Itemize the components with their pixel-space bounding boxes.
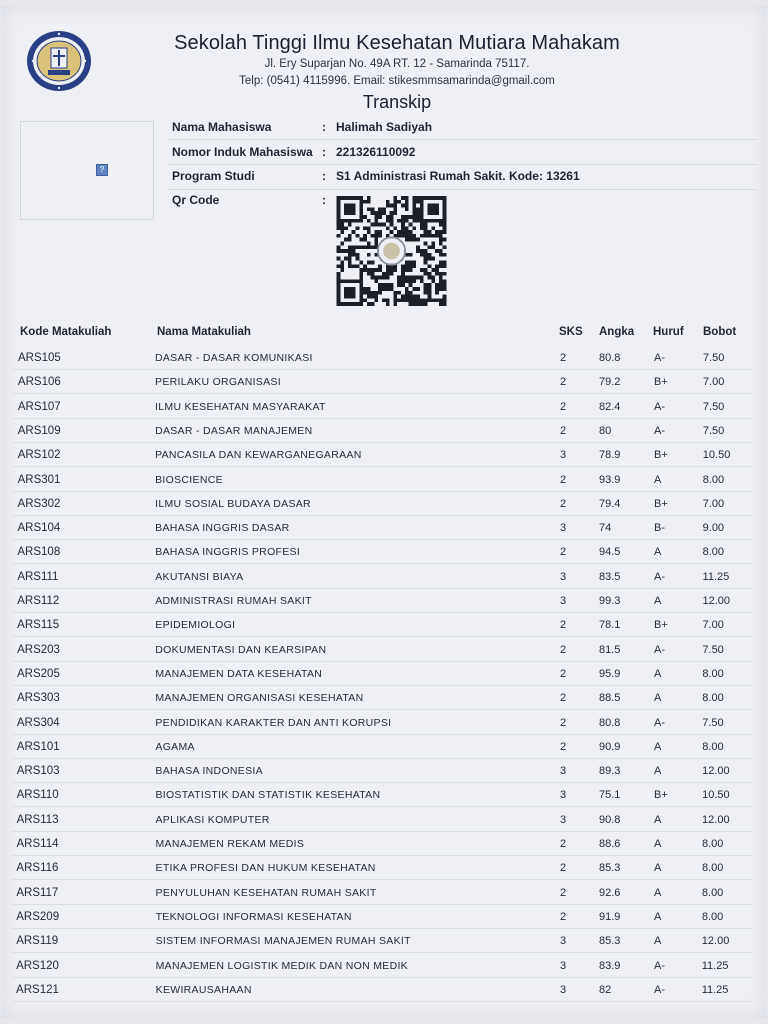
table-row xyxy=(2,686,768,710)
course-grade: A- xyxy=(654,983,665,996)
course-name: KEWIRAUSAHAAN xyxy=(155,983,252,996)
course-score: 88.6 xyxy=(599,838,621,850)
course-code: ARS119 xyxy=(16,935,59,948)
course-score: 83.9 xyxy=(599,959,621,972)
course-grade: A xyxy=(654,910,662,923)
course-score: 78.9 xyxy=(599,449,621,462)
course-sks: 2 xyxy=(560,838,567,850)
course-grade: A- xyxy=(654,570,665,583)
school-contact: Telp: (0541) 4115996. Email: stikesmmsamarinda@gmail.com xyxy=(239,75,555,87)
course-code: ARS115 xyxy=(17,619,60,632)
course-grade: A xyxy=(654,546,662,559)
course-code: ARS107 xyxy=(17,400,61,413)
colon: : xyxy=(322,169,326,183)
course-code: ARS103 xyxy=(16,765,60,778)
course-code: ARS110 xyxy=(16,789,59,802)
table-row xyxy=(2,759,768,783)
table-row xyxy=(2,783,768,807)
course-name: BAHASA INDONESIA xyxy=(155,765,263,778)
table-row xyxy=(2,856,768,880)
table-row xyxy=(2,881,768,905)
table-row xyxy=(2,346,768,370)
course-code: ARS104 xyxy=(17,522,61,535)
course-grade: A xyxy=(654,935,662,948)
divider xyxy=(167,164,757,165)
table-row xyxy=(2,589,768,613)
course-sks: 3 xyxy=(560,570,567,583)
student-name-row xyxy=(172,120,432,134)
table-row xyxy=(2,808,768,832)
course-weight: 8.00 xyxy=(702,546,725,559)
course-weight: 7.00 xyxy=(702,376,725,389)
course-code: ARS209 xyxy=(16,910,60,923)
course-code: ARS112 xyxy=(17,595,60,607)
course-sks: 2 xyxy=(560,740,567,753)
course-grade: A- xyxy=(654,352,665,364)
course-name: BAHASA INGGRIS PROFESI xyxy=(155,546,301,559)
course-code: ARS108 xyxy=(17,546,61,559)
course-name: DASAR - DASAR MANAJEMEN xyxy=(155,424,313,437)
course-score: 89.3 xyxy=(599,765,621,778)
table-row xyxy=(2,516,768,540)
course-code: ARS301 xyxy=(17,473,61,486)
nim-value: 221326110092 xyxy=(336,145,416,159)
course-weight: 11.25 xyxy=(702,570,730,583)
course-score: 82.4 xyxy=(599,400,621,413)
course-code: ARS111 xyxy=(17,570,59,583)
course-sks: 2 xyxy=(560,643,567,656)
course-weight: 8.00 xyxy=(701,910,724,923)
table-row xyxy=(2,468,768,492)
table-row xyxy=(2,711,768,735)
course-grade: A- xyxy=(654,643,665,656)
qr-label: Qr Code xyxy=(172,193,220,207)
course-name: ETIKA PROFESI DAN HUKUM KESEHATAN xyxy=(155,862,376,875)
course-grade: A xyxy=(654,862,662,875)
course-code: ARS304 xyxy=(16,716,60,729)
course-grade: A- xyxy=(654,959,665,972)
course-grade: B+ xyxy=(654,789,668,802)
table-row xyxy=(2,662,768,686)
course-name: SISTEM INFORMASI MANAJEMEN RUMAH SAKIT xyxy=(155,935,411,948)
qr-code xyxy=(335,196,448,306)
course-score: 80.8 xyxy=(599,716,621,729)
course-grade: A xyxy=(654,765,662,778)
course-score: 80 xyxy=(599,424,612,437)
course-weight: 8.00 xyxy=(702,740,724,753)
course-code: ARS105 xyxy=(18,352,61,364)
course-sks: 2 xyxy=(560,886,567,899)
course-sks: 3 xyxy=(560,522,567,535)
course-sks: 3 xyxy=(560,789,567,802)
course-grade: B+ xyxy=(654,449,668,462)
course-grade: A xyxy=(654,595,662,607)
course-name: TEKNOLOGI INFORMASI KESEHATAN xyxy=(155,910,352,923)
course-sks: 3 xyxy=(560,449,567,462)
course-name: MANAJEMEN LOGISTIK MEDIK DAN NON MEDIK xyxy=(155,959,408,972)
program-label: Program Studi xyxy=(172,169,255,183)
course-sks: 3 xyxy=(560,959,567,972)
course-code: ARS101 xyxy=(16,740,60,753)
course-sks: 2 xyxy=(560,473,567,486)
course-sks: 3 xyxy=(560,983,567,996)
name-label: Nama Mahasiswa xyxy=(172,120,272,134)
course-weight: 12.00 xyxy=(702,813,730,826)
course-sks: 2 xyxy=(560,400,567,413)
col-header-angka: Angka xyxy=(599,326,635,338)
course-code: ARS109 xyxy=(17,424,61,437)
course-weight: 12.00 xyxy=(701,935,730,948)
grades-table-header xyxy=(2,326,768,348)
course-sks: 2 xyxy=(560,352,567,364)
broken-image-icon: ? xyxy=(96,164,108,176)
course-name: APLIKASI KOMPUTER xyxy=(155,813,270,826)
course-weight: 9.00 xyxy=(702,522,725,535)
course-name: AKUTANSI BIAYA xyxy=(155,570,244,583)
table-row xyxy=(2,929,768,953)
table-row xyxy=(2,613,768,637)
course-weight: 7.50 xyxy=(703,352,725,364)
col-header-huruf: Huruf xyxy=(653,326,684,338)
course-sks: 2 xyxy=(560,376,567,389)
course-score: 79.4 xyxy=(599,497,621,510)
course-score: 85.3 xyxy=(599,935,621,948)
course-weight: 8.00 xyxy=(702,692,724,705)
table-row xyxy=(2,395,768,419)
course-sks: 3 xyxy=(560,595,567,607)
course-name: MANAJEMEN DATA KESEHATAN xyxy=(155,667,323,680)
row-divider xyxy=(12,1001,752,1002)
course-code: ARS116 xyxy=(16,862,59,875)
course-grade: A xyxy=(654,838,662,850)
col-header-bobot: Bobot xyxy=(703,326,737,338)
course-weight: 8.00 xyxy=(701,862,724,875)
name-value: Halimah Sadiyah xyxy=(336,120,433,134)
colon: : xyxy=(322,120,326,134)
course-grade: B+ xyxy=(654,376,668,389)
table-row xyxy=(2,492,768,516)
transcript-page xyxy=(2,6,766,1018)
course-score: 88.5 xyxy=(599,692,621,705)
course-name: EPIDEMIOLOGI xyxy=(155,619,236,632)
colon: : xyxy=(322,145,326,159)
table-row xyxy=(2,443,768,467)
document-title: Transkip xyxy=(362,92,432,112)
course-sks: 3 xyxy=(560,765,567,778)
course-weight: 7.00 xyxy=(702,497,725,510)
course-sks: 3 xyxy=(560,813,567,826)
letterhead xyxy=(122,32,672,89)
course-name: PERILAKU ORGANISASI xyxy=(155,376,281,389)
course-weight: 10.50 xyxy=(702,789,730,802)
course-name: ILMU KESEHATAN MASYARAKAT xyxy=(155,400,326,413)
course-name: BAHASA INGGRIS DASAR xyxy=(155,522,290,535)
course-sks: 2 xyxy=(560,862,567,875)
course-grade: A- xyxy=(654,400,665,413)
course-code: ARS302 xyxy=(17,497,61,510)
col-header-kode: Kode Matakuliah xyxy=(20,326,112,338)
course-score: 90.8 xyxy=(599,813,621,826)
course-score: 74 xyxy=(599,522,612,535)
course-sks: 2 xyxy=(560,692,567,705)
course-score: 80.8 xyxy=(599,352,621,364)
course-weight: 8.00 xyxy=(702,473,725,486)
table-row xyxy=(2,419,768,443)
course-weight: 12.00 xyxy=(702,765,730,778)
student-nim-row xyxy=(172,145,415,159)
course-grade: A- xyxy=(654,424,665,437)
course-score: 95.9 xyxy=(599,667,621,680)
table-row xyxy=(2,905,768,929)
course-score: 81.5 xyxy=(599,643,621,656)
course-name: PANCASILA DAN KEWARGANEGARAAN xyxy=(155,449,362,462)
course-name: BIOSCIENCE xyxy=(155,473,223,486)
course-grade: A xyxy=(654,473,662,486)
course-grade: A xyxy=(654,740,662,753)
course-code: ARS205 xyxy=(17,667,60,680)
course-code: ARS102 xyxy=(17,449,61,462)
course-name: AGAMA xyxy=(155,740,195,753)
program-value: S1 Administrasi Rumah Sakit. Kode: 13261 xyxy=(336,169,580,183)
course-grade: B+ xyxy=(654,497,668,510)
course-code: ARS114 xyxy=(16,838,59,850)
course-weight: 11.25 xyxy=(701,983,729,996)
course-weight: 7.50 xyxy=(702,716,724,729)
course-weight: 12.00 xyxy=(702,595,731,607)
course-sks: 2 xyxy=(560,619,567,632)
course-score: 91.9 xyxy=(599,910,621,923)
course-score: 99.3 xyxy=(599,595,621,607)
course-name: ILMU SOSIAL BUDAYA DASAR xyxy=(155,497,311,510)
course-weight: 7.50 xyxy=(702,424,725,437)
course-name: PENYULUHAN KESEHATAN RUMAH SAKIT xyxy=(155,886,377,899)
course-sks: 2 xyxy=(560,546,567,559)
course-weight: 8.00 xyxy=(702,667,724,680)
course-code: ARS113 xyxy=(16,813,59,826)
course-code: ARS303 xyxy=(16,692,60,705)
course-name: DASAR - DASAR KOMUNIKASI xyxy=(155,352,313,364)
course-score: 78.1 xyxy=(599,619,621,632)
course-grade: A xyxy=(654,886,662,899)
course-sks: 2 xyxy=(560,424,567,437)
course-sks: 2 xyxy=(560,497,567,510)
course-code: ARS117 xyxy=(16,886,59,899)
colon: : xyxy=(322,193,326,207)
course-code: ARS120 xyxy=(16,959,59,972)
course-weight: 11.25 xyxy=(701,959,729,972)
student-photo-frame xyxy=(20,121,154,220)
course-weight: 7.50 xyxy=(702,643,724,656)
table-row xyxy=(2,370,768,394)
table-row xyxy=(2,638,768,662)
table-row xyxy=(2,978,768,1002)
student-program-row xyxy=(172,169,580,183)
course-grade: B+ xyxy=(654,619,668,632)
course-sks: 2 xyxy=(560,910,567,923)
table-row xyxy=(2,565,768,589)
course-weight: 8.00 xyxy=(701,886,724,899)
course-score: 94.5 xyxy=(599,546,621,559)
course-sks: 2 xyxy=(560,716,567,729)
course-grade: A- xyxy=(654,716,665,729)
course-code: ARS106 xyxy=(17,376,61,389)
course-grade: A xyxy=(654,692,662,705)
course-score: 92.6 xyxy=(599,886,621,899)
school-name: Sekolah Tinggi Ilmu Kesehatan Mutiara Mahakam xyxy=(174,32,620,54)
course-score: 83.5 xyxy=(599,570,621,583)
course-code: ARS203 xyxy=(17,643,60,656)
course-score: 79.2 xyxy=(599,376,621,389)
col-header-sks: SKS xyxy=(559,326,583,338)
student-qr-row xyxy=(172,193,336,207)
course-name: MANAJEMEN ORGANISASI KESEHATAN xyxy=(155,692,364,705)
course-weight: 7.50 xyxy=(702,400,725,413)
course-name: PENDIDIKAN KARAKTER DAN ANTI KORUPSI xyxy=(155,716,392,729)
school-address: Jl. Ery Suparjan No. 49A RT. 12 - Samarinda 75117. xyxy=(264,58,530,70)
course-name: BIOSTATISTIK DAN STATISTIK KESEHATAN xyxy=(155,789,381,802)
course-score: 82 xyxy=(599,983,612,996)
course-code: ARS121 xyxy=(16,983,59,996)
course-name: MANAJEMEN REKAM MEDIS xyxy=(155,838,305,850)
table-row xyxy=(2,832,768,856)
col-header-nama: Nama Matakuliah xyxy=(157,326,251,338)
course-score: 90.9 xyxy=(599,740,621,753)
course-grade: A xyxy=(654,813,662,826)
table-row xyxy=(2,954,768,978)
course-weight: 7.00 xyxy=(702,619,724,632)
nim-label: Nomor Induk Mahasiswa xyxy=(172,145,313,159)
course-name: ADMINISTRASI RUMAH SAKIT xyxy=(155,595,312,607)
course-weight: 10.50 xyxy=(702,449,731,462)
course-grade: A xyxy=(654,667,662,680)
table-row xyxy=(2,735,768,759)
course-score: 85.3 xyxy=(599,862,621,875)
divider xyxy=(167,189,757,190)
divider xyxy=(167,139,757,140)
course-score: 93.9 xyxy=(599,473,621,486)
course-score: 75.1 xyxy=(599,789,621,802)
course-sks: 3 xyxy=(560,935,567,948)
course-sks: 2 xyxy=(560,667,567,680)
college-seal-logo xyxy=(26,30,92,92)
course-weight: 8.00 xyxy=(702,838,724,850)
course-name: DOKUMENTASI DAN KEARSIPAN xyxy=(155,643,327,656)
course-grade: B- xyxy=(654,522,665,535)
table-row xyxy=(2,540,768,564)
